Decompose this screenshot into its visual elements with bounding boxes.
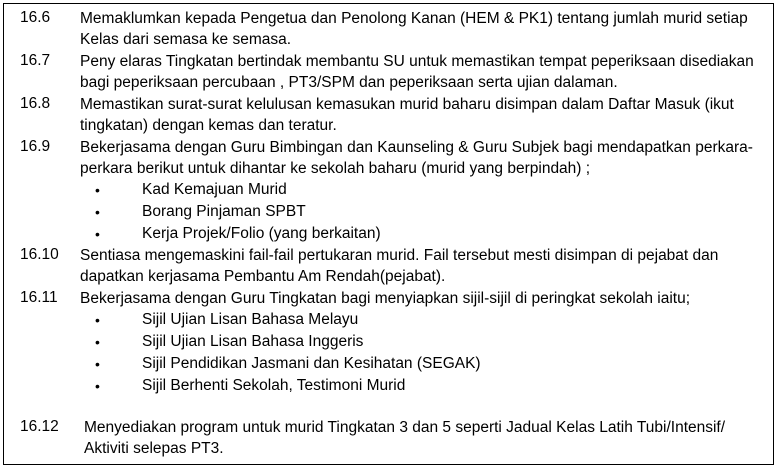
bullet-item [4, 224, 774, 244]
bullet-item [4, 376, 774, 396]
bullet-icon: • [95, 204, 100, 220]
bullet-icon: • [95, 226, 100, 242]
item-text-line: perkara berikut untuk dihantar ke sekolah baharu (murid yang berpindah) ; [80, 160, 591, 177]
item-text-line: Sentiasa mengemaskini fail-fail pertukaran murid. Fail tersebut mesti disimpan di pejabat dan [80, 247, 719, 264]
item-number: 16.12 [20, 418, 59, 435]
item-number: 16.7 [20, 52, 51, 69]
item-text-line: Bekerjasama dengan Guru Tingkatan bagi menyiapkan sijil-sijil di peringkat sekolah iaitu; [80, 290, 691, 307]
bullet-text: Kad Kemajuan Murid [142, 181, 287, 198]
item-number: 16.6 [20, 9, 51, 26]
bullet-icon: • [95, 334, 100, 350]
item-number: 16.11 [20, 289, 58, 306]
bullet-text: Borang Pinjaman SPBT [142, 203, 306, 220]
document-frame [3, 3, 774, 465]
bullet-item [4, 202, 774, 222]
item-number: 16.8 [20, 95, 51, 112]
item-text-line: Peny elaras Tingkatan bertindak membantu SU untuk memastikan tempat peperiksaan disediakan [80, 53, 754, 70]
bullet-text: Sijil Ujian Lisan Bahasa Inggeris [142, 333, 364, 350]
bullet-text: Sijil Pendidikan Jasmani dan Kesihatan (SEGAK) [142, 355, 481, 372]
bullet-icon: • [95, 378, 100, 394]
bullet-text: Sijil Ujian Lisan Bahasa Melayu [142, 311, 359, 328]
bullet-icon: • [95, 356, 100, 372]
item-text-line: Memaklumkan kepada Pengetua dan Penolong Kanan (HEM & PK1) tentang jumlah murid setiap [80, 10, 748, 27]
item-text-line: Kelas dari semasa ke semasa. [80, 31, 292, 48]
item-text-line: Bekerjasama dengan Guru Bimbingan dan Kaunseling & Guru Subjek bagi mendapatkan perkara- [80, 139, 753, 156]
item-text-line: Aktiviti selepas PT3. [84, 440, 224, 457]
item-number: 16.9 [20, 138, 51, 155]
item-number: 16.10 [20, 246, 59, 263]
item-text-line: Memastikan surat-surat kelulusan kemasukan murid baharu disimpan dalam Daftar Masuk (ikut [80, 96, 734, 113]
bullet-icon: • [95, 182, 100, 198]
bullet-item [4, 332, 774, 352]
bullet-text: Sijil Berhenti Sekolah, Testimoni Murid [142, 377, 406, 394]
bullet-icon: • [95, 312, 100, 328]
bullet-item [4, 310, 774, 330]
item-text-line: bagi peperiksaan percubaan , PT3/SPM dan peperiksaan serta ujian dalaman. [80, 74, 618, 91]
bullet-item [4, 354, 774, 374]
item-text-line: dapatkan kerjasama Pembantu Am Rendah(pejabat). [80, 268, 446, 285]
item-text-line: Menyediakan program untuk murid Tingkatan 3 dan 5 seperti Jadual Kelas Latih Tubi/Intensif/ [84, 419, 726, 436]
bullet-item [4, 180, 774, 200]
bullet-text: Kerja Projek/Folio (yang berkaitan) [142, 225, 381, 242]
item-text-line: tingkatan) dengan kemas dan teratur. [80, 117, 337, 134]
